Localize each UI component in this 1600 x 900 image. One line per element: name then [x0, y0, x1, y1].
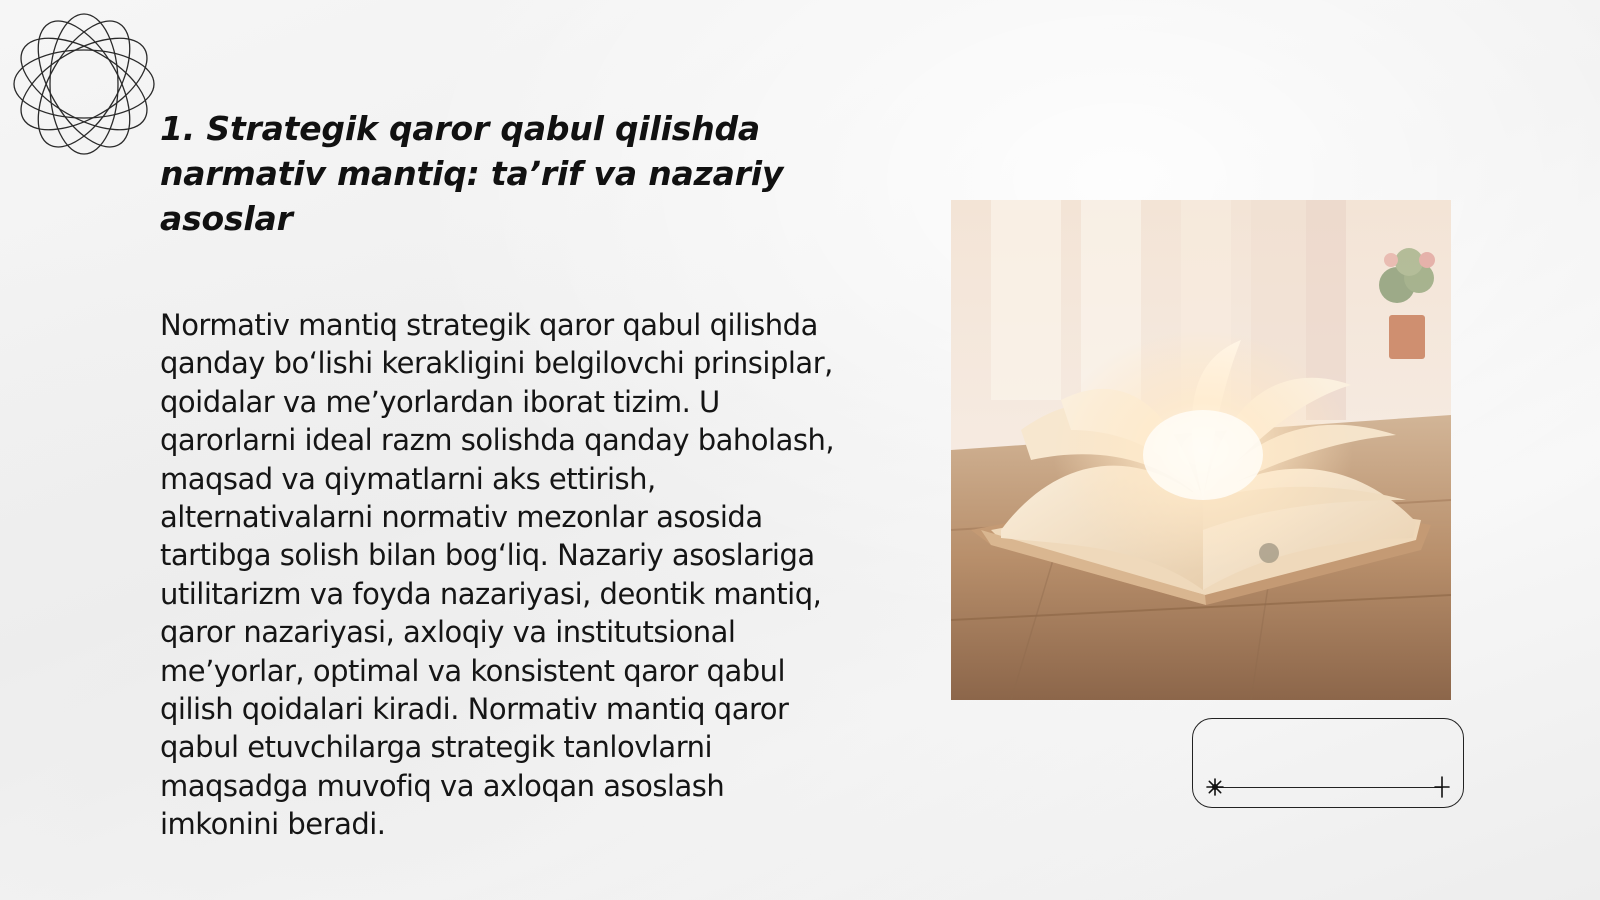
- sparkle-icon: [1206, 778, 1224, 796]
- slide-title: 1. Strategik qaror qabul qilishda narmativ mantiq: ta’rif va nazariy asoslar: [160, 109, 784, 238]
- divider-line: [1215, 787, 1443, 788]
- slide-body-text: Normativ mantiq strategik qaror qabul qilishda qanday bo‘lishi kerakligini belgilovchi prinsiplar, qoidalar va me’yorlardan iborat tizim. U qarorlarni ideal razm solishda qanday baholash, maqsad va qiymatlarni aks ettirish, alternativalarni normativ mezonlar asosida tartibga solish bilan bog‘liq. Nazariy asoslariga utilitarizm va foyda nazariyasi, deontik mantiq, qaror nazariyasi, axloqiy va institutsional me’yorlar, optimal va konsistent qaror qabul qilish qoidalari kiradi. Normativ mantiq qaror qabul etuvchilarga strategik tanlovlarni maqsadga muvofiq va axloqan asoslash imkonini beradi.: [160, 308, 835, 842]
- plus-icon: [1431, 776, 1453, 798]
- open-book-photo: [951, 200, 1451, 700]
- interlocking-circles-icon: [10, 10, 158, 158]
- decorative-frame: [1192, 718, 1464, 808]
